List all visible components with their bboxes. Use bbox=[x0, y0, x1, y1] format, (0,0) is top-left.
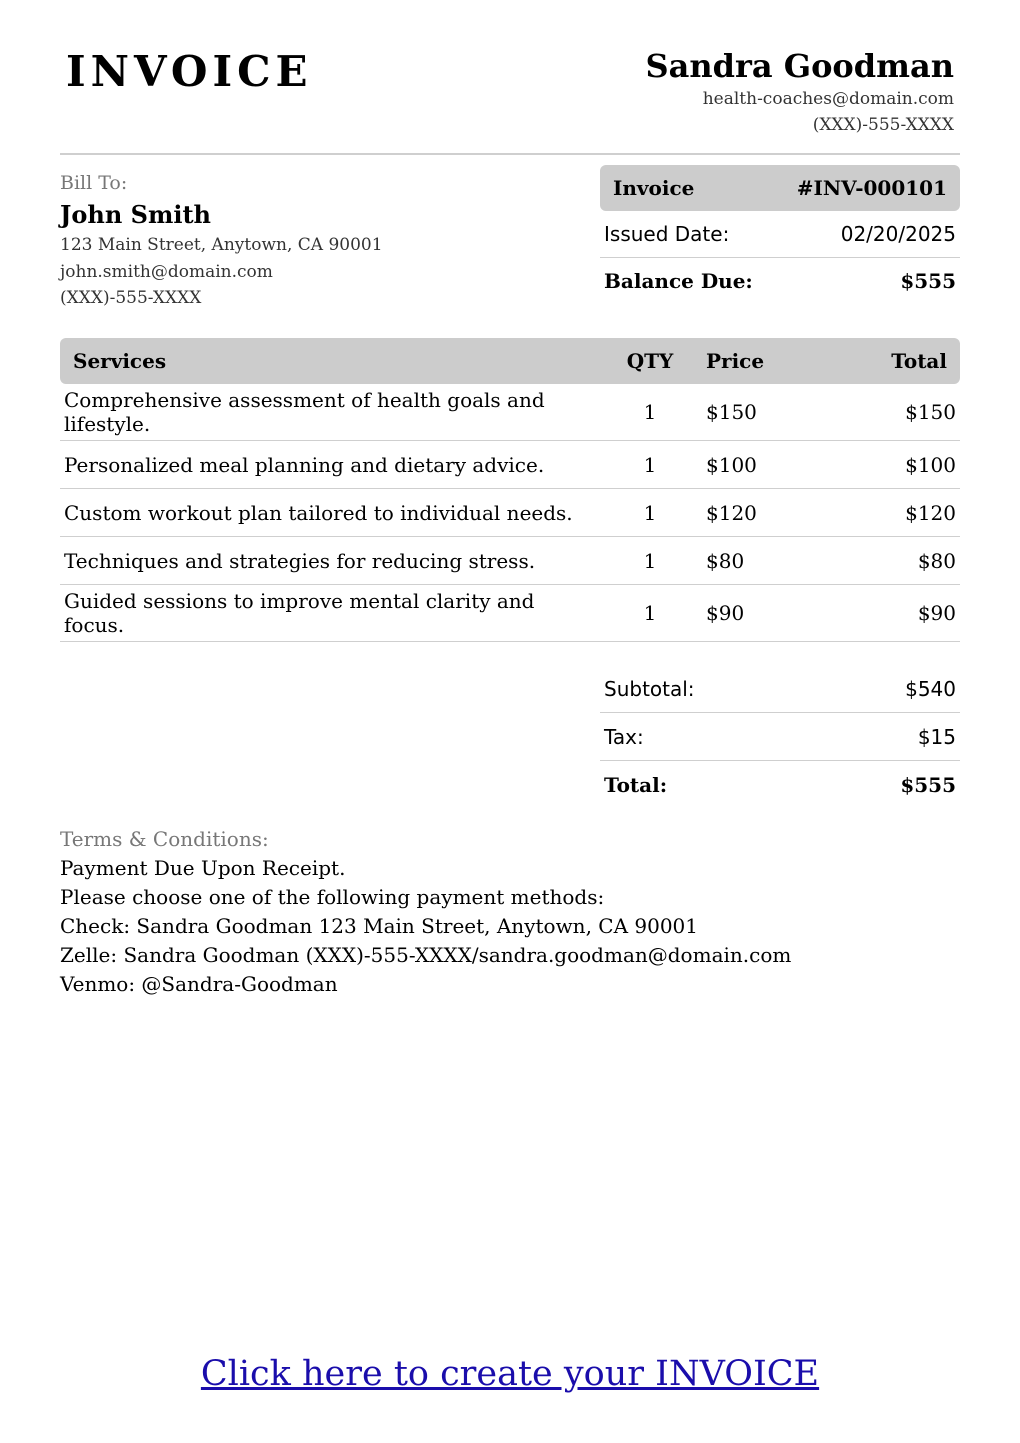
service-price: $120 bbox=[706, 500, 757, 525]
table-row bbox=[60, 489, 960, 537]
tax-label: Tax: bbox=[604, 724, 644, 749]
balance-due-value: $555 bbox=[900, 269, 956, 293]
subtotal-label: Subtotal: bbox=[604, 676, 695, 701]
invoice-meta bbox=[600, 165, 960, 304]
services-table bbox=[60, 338, 960, 642]
sender-name: Sandra Goodman bbox=[645, 47, 954, 85]
balance-due-row bbox=[600, 258, 960, 304]
table-row bbox=[60, 537, 960, 585]
service-description: Comprehensive assessment of health goals and lifestyle. bbox=[64, 388, 545, 436]
subtotal-value: $540 bbox=[905, 676, 956, 701]
service-total: $100 bbox=[905, 452, 956, 477]
table-row bbox=[60, 585, 960, 642]
bill-to-label: Bill To: bbox=[60, 172, 128, 194]
service-price: $80 bbox=[706, 548, 745, 573]
client-name: John Smith bbox=[60, 200, 211, 229]
terms-label: Terms & Conditions: bbox=[60, 827, 269, 851]
header-services: Services bbox=[73, 349, 167, 373]
terms-line: Zelle: Sandra Goodman (XXX)-555-XXXX/sandra.goodman@domain.com bbox=[60, 943, 792, 967]
sender-phone: (XXX)-555-XXXX bbox=[812, 115, 954, 135]
tax-row bbox=[600, 713, 960, 761]
service-price: $150 bbox=[706, 400, 757, 424]
grand-total-value: $555 bbox=[900, 772, 956, 797]
service-qty: 1 bbox=[643, 601, 657, 625]
service-description: Personalized meal planning and dietary advice. bbox=[64, 452, 545, 477]
header-qty: QTY bbox=[626, 349, 674, 373]
terms-block bbox=[60, 825, 791, 999]
service-description: Techniques and strategies for reducing stress. bbox=[64, 548, 536, 573]
terms-line: Venmo: @Sandra-Goodman bbox=[60, 972, 338, 996]
header-divider bbox=[60, 153, 960, 155]
terms-line: Check: Sandra Goodman 123 Main Street, Anytown, CA 90001 bbox=[60, 914, 699, 938]
sender-block bbox=[646, 46, 954, 138]
service-qty: 1 bbox=[643, 400, 657, 424]
grand-total-label: Total: bbox=[604, 772, 668, 797]
table-row bbox=[60, 384, 960, 441]
service-total: $80 bbox=[917, 548, 956, 573]
subtotal-row bbox=[600, 665, 960, 713]
terms-line: Please choose one of the following payment methods: bbox=[60, 885, 605, 909]
client-address: 123 Main Street, Anytown, CA 90001 bbox=[60, 235, 383, 255]
bill-to-block bbox=[60, 170, 383, 312]
invoice-number-bar bbox=[600, 165, 960, 211]
service-description: Guided sessions to improve mental clarity and focus. bbox=[64, 589, 535, 637]
service-qty: 1 bbox=[643, 548, 657, 573]
service-qty: 1 bbox=[643, 500, 657, 525]
header-total: Total bbox=[891, 349, 947, 373]
service-total: $150 bbox=[905, 400, 956, 424]
service-qty: 1 bbox=[643, 452, 657, 477]
tax-value: $15 bbox=[917, 724, 956, 749]
table-row bbox=[60, 441, 960, 489]
balance-due-label: Balance Due: bbox=[604, 269, 753, 293]
grand-total-row bbox=[600, 761, 960, 808]
invoice-label: Invoice bbox=[613, 176, 695, 200]
terms-line: Payment Due Upon Receipt. bbox=[60, 856, 346, 880]
service-total: $120 bbox=[905, 500, 956, 525]
service-description: Custom workout plan tailored to individual needs. bbox=[64, 500, 573, 525]
service-price: $100 bbox=[706, 452, 757, 477]
page-title: INVOICE bbox=[66, 47, 313, 96]
issued-date-label: Issued Date: bbox=[604, 222, 730, 246]
issued-date-value: 02/20/2025 bbox=[840, 222, 956, 246]
service-price: $90 bbox=[706, 601, 745, 625]
issued-date-row bbox=[600, 211, 960, 258]
invoice-number: #INV-000101 bbox=[796, 176, 947, 200]
client-phone: (XXX)-555-XXXX bbox=[60, 288, 202, 308]
totals-block bbox=[600, 665, 960, 808]
header-price: Price bbox=[706, 349, 765, 373]
services-table-header bbox=[60, 338, 960, 384]
client-email: john.smith@domain.com bbox=[60, 261, 273, 282]
sender-email: health-coaches@domain.com bbox=[702, 89, 954, 109]
create-invoice-link[interactable]: Click here to create your INVOICE bbox=[200, 1354, 820, 1394]
service-total: $90 bbox=[917, 601, 956, 625]
